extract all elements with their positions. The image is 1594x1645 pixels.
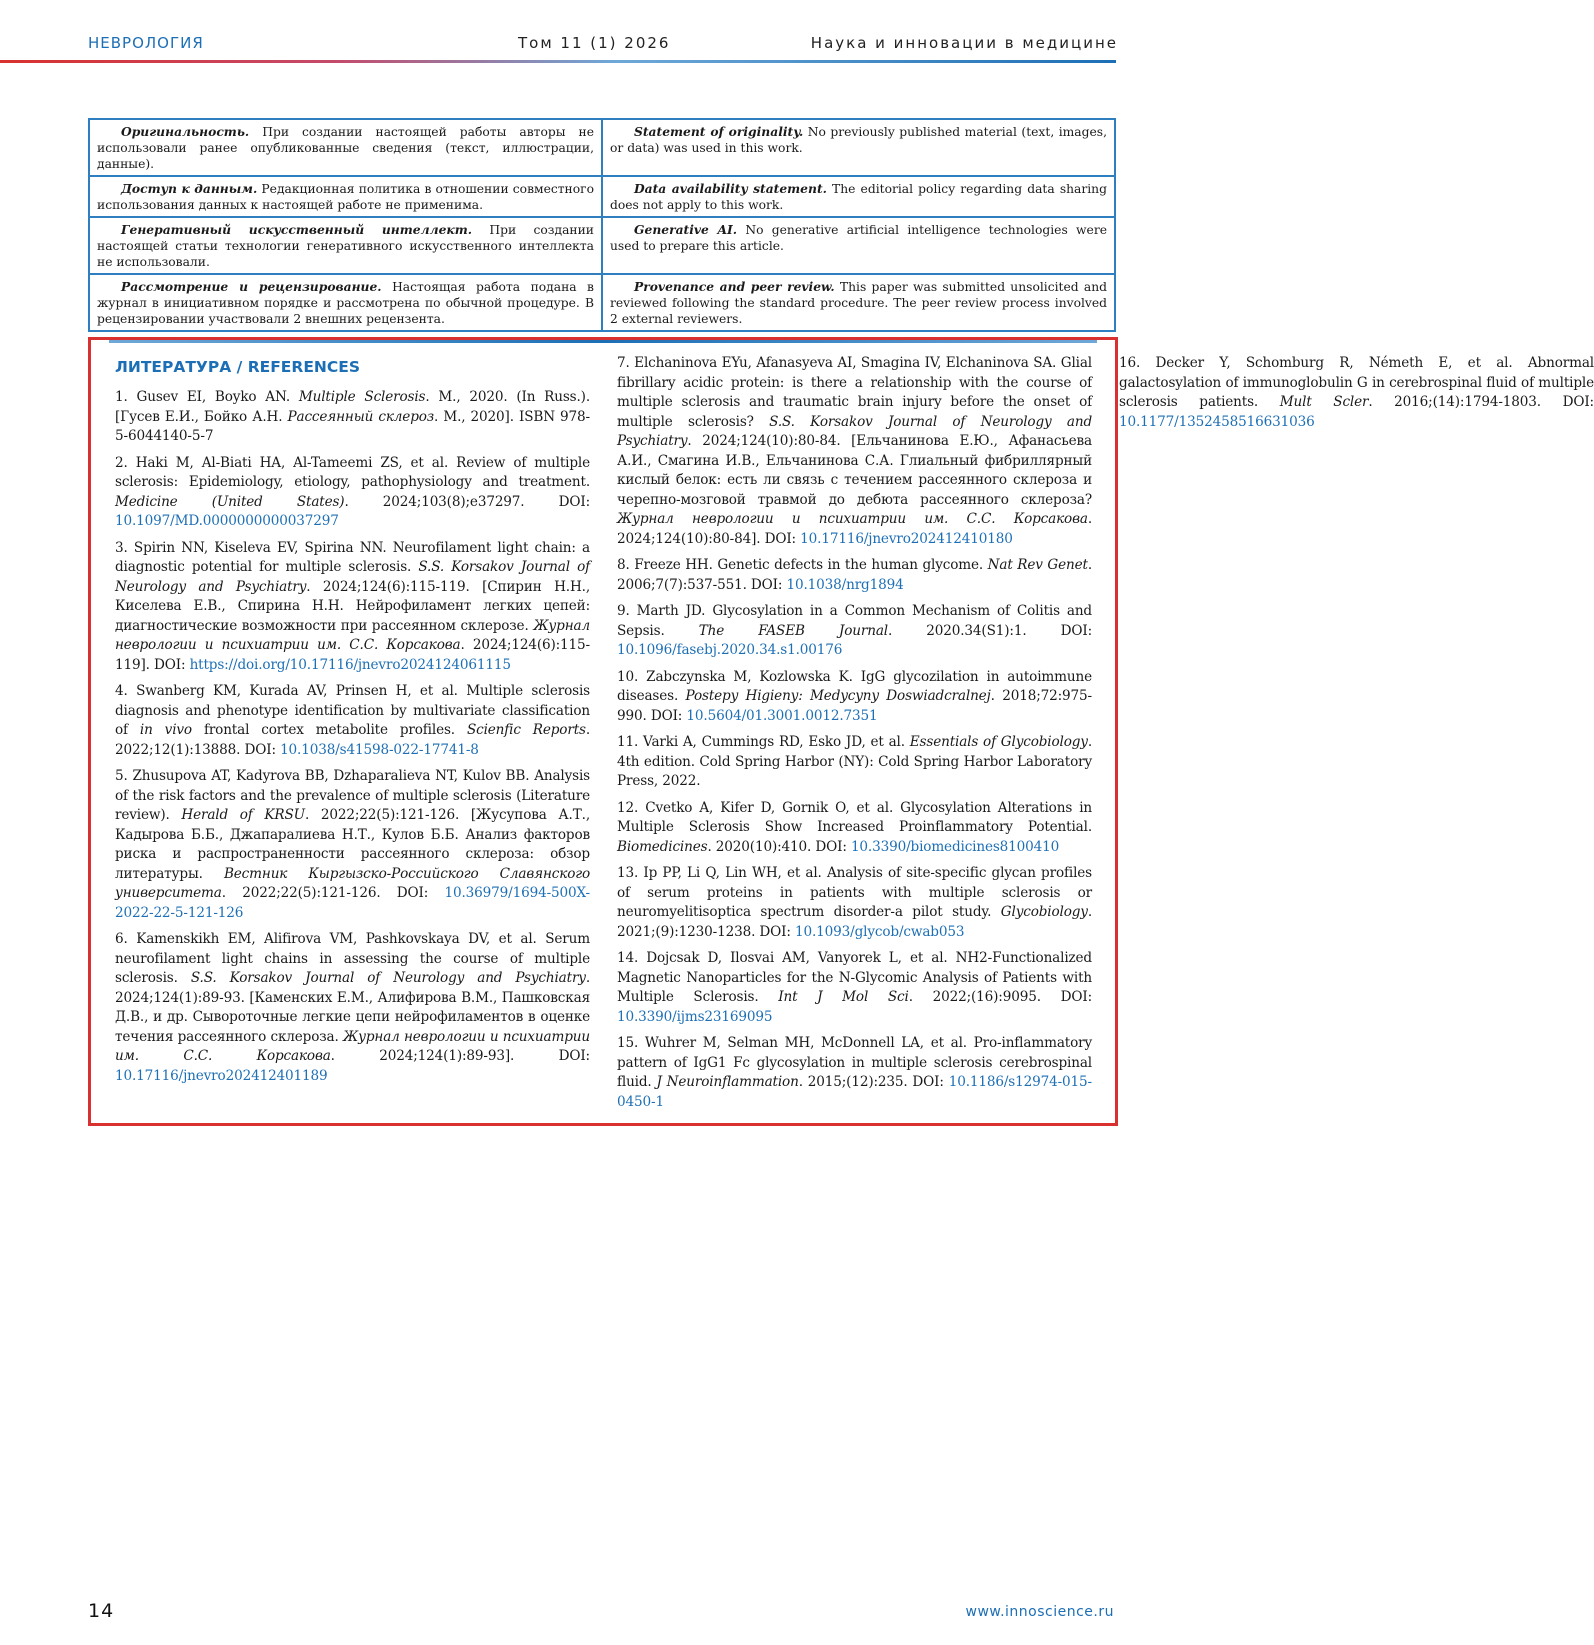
section-title: НЕВРОЛОГИЯ (88, 34, 204, 52)
running-header (88, 34, 1118, 56)
header-rule (0, 60, 1116, 63)
statement-ru: Оригинальность. При создании настоящей работы авторы не использовали ранее опубликованные сведения (текст, иллюстрации, данные). (89, 119, 602, 176)
reference-item: 13. Ip PP, Li Q, Lin WH, et al. Analysis of site-specific glycan profiles of serum proteins in patients with multiple sclerosis or neuromyelitisoptica spectrum disorder-a pilot study. Glycobiology. 2021;(9):1230-1238. DOI: 10.1093/glycob/cwab053 (617, 865, 1092, 940)
references-box (88, 337, 1594, 1126)
page-number: 14 (88, 1600, 115, 1622)
reference-item: 5. Zhusupova AT, Kadyrova BB, Dzhaparalieva NT, Kulov BB. Analysis of the risk factors and the prevalence of multiple sclerosis (Literature review). Herald of KRSU. 2022;22(5):121-126. [Жусупова А.Т., Кадырова Б.Б., Джапаралиева Н.Т., Кулов Б.Б. Анализ факторов риска и распространенности рассеянного склероза: обзор литературы. Вестник Кыргызско-Российского Славянского университета. 2022;22(5):121-126. DOI: 10.36979/1694-500X-2022-22-5-121-126 (115, 768, 590, 921)
statement-en: Generative AI. No generative artificial intelligence technologies were used to prepare this article. (602, 217, 1115, 274)
statement-en: Data availability statement. The editorial policy regarding data sharing does not apply to this work. (602, 176, 1115, 217)
reference-item: 14. Dojcsak D, Ilosvai AM, Vanyorek L, et al. NH2-Functionalized Magnetic Nanoparticles for the N-Glycomic Analysis of Patients with Multiple Sclerosis. Int J Mol Sci. 2022;(16):9095. DOI: 10.3390/ijms23169095 (617, 950, 1092, 1025)
references-rule (109, 340, 1097, 343)
doi-link[interactable]: https://doi.org/10.17116/jnevro2024124061115 (189, 656, 511, 673)
doi-link[interactable]: 10.1093/glycob/cwab053 (795, 923, 965, 940)
doi-link[interactable]: 10.3390/ijms23169095 (617, 1008, 773, 1025)
doi-link[interactable]: 10.1096/fasebj.2020.34.s1.00176 (617, 642, 843, 658)
references-heading: ЛИТЕРАТУРА / REFERENCES (115, 358, 361, 376)
doi-link[interactable]: 10.17116/jnevro202412410180 (800, 530, 1013, 547)
doi-link[interactable]: 10.1038/nrg1894 (786, 576, 904, 593)
doi-link[interactable]: 10.5604/01.3001.0012.7351 (686, 707, 878, 724)
statement-row (89, 176, 1115, 217)
journal-name: Наука и инновации в медицине (810, 34, 1118, 52)
references-columns (115, 354, 1594, 1120)
reference-item: 15. Wuhrer M, Selman MH, McDonnell LA, et al. Pro-inflammatory pattern of IgG1 Fc glycosylation in multiple sclerosis cerebrospinal fluid. J Neuroinflammation. 2015;(12):235. DOI: 10.1186/s12974-015-0450-1 (617, 1035, 1092, 1110)
reference-item: 11. Varki A, Cummings RD, Esko JD, et al. Essentials of Glycobiology. 4th edition. Cold Spring Harbor (NY): Cold Spring Harbor Laboratory Press, 2022. (617, 734, 1093, 789)
volume-issue: Том 11 (1) 2026 (518, 34, 671, 52)
reference-item: 10. Zabczynska M, Kozlowska K. IgG glycozilation in autoimmune diseases. Postepy Higieny: Medycyny Doswiadcralnej. 2018;72:975-990. DOI: 10.5604/01.3001.0012.7351 (617, 668, 1092, 724)
site-url[interactable]: www.innoscience.ru (965, 1604, 1114, 1620)
doi-link[interactable]: 10.1097/MD.0000000000037297 (115, 513, 339, 529)
reference-item: 1. Gusev EI, Boyko AN. Multiple Sclerosis. M., 2020. (In Russ.). [Гусев Е.И., Бойко А.Н. Рассеянный склероз. М., 2020]. ISBN 978-5-6044140-5-7 (115, 389, 590, 444)
statement-row (89, 217, 1115, 274)
reference-item: 16. Decker Y, Schomburg R, Németh E, et al. Abnormal galactosylation of immunoglobulin G in cerebrospinal fluid of multiple sclerosis patients. Mult Scler. 2016;(14):1794-1803. DOI: 10.1177/1352458516631036 (1119, 355, 1594, 430)
statements-table (88, 118, 1116, 332)
reference-item: 12. Cvetko A, Kifer D, Gornik O, et al. Glycosylation Alterations in Multiple Sclerosis Show Increased Proinflammatory Potential. Biomedicines. 2020(10):410. DOI: 10.3390/biomedicines8100410 (617, 799, 1092, 855)
reference-item: 7. Elchaninova EYu, Afanasyeva AI, Smagina IV, Elchaninova SA. Glial fibrillary acidic protein: is there a relationship with the course of multiple sclerosis and traumatic brain injury before the onset of multiple sclerosis? S.S. Korsakov Journal of Neurology and Psychiatry. 2024;124(10):80-84. [Ельчанинова Е.Ю., Афанасьева А.И., Смагина И.В., Ельчанинова С.А. Глиальный фибриллярный кислый белок: есть ли связь с течением рассеянного склероза и черепно-мозговой травмой до дебюта рассеянного склероза? Журнал неврологии и психиатрии им. С.С. Корсакова. 2024;124(10):80-84]. DOI: 10.17116/jnevro202412410180 (617, 355, 1092, 547)
statement-row (89, 119, 1115, 176)
doi-link[interactable]: 10.1186/s12974-015-0450-1 (617, 1074, 1092, 1110)
reference-item: 4. Swanberg KM, Kurada AV, Prinsen H, et al. Multiple sclerosis diagnosis and phenotype identification by multivariate classification of in vivo frontal cortex metabolite profiles. Scienfic Reports. 2022;12(1):13888. DOI: 10.1038/s41598-022-17741-8 (115, 683, 591, 758)
reference-item: 6. Kamenskikh EM, Alifirova VM, Pashkovskaya DV, et al. Serum neurofilament light chains in assessing the course of multiple sclerosis. S.S. Korsakov Journal of Neurology and Psychiatry. 2024;124(1):89-93. [Каменских Е.М., Алифирова В.М., Пашковская Д.В., и др. Сывороточные легкие цепи нейрофиламентов в оценке течения рассеянного склероза. Журнал неврологии и психиатрии им. С.С. Корсакова. 2024;124(1):89-93]. DOI: 10.17116/jnevro202412401189 (115, 931, 590, 1084)
statement-ru: Рассмотрение и рецензирование. Настоящая работа подана в журнал в инициативном порядке и рассмотрена по обычной процедуре. В рецензировании участвовали 2 внешних рецензента. (89, 274, 602, 331)
reference-item: 9. Marth JD. Glycosylation in a Common Mechanism of Colitis and Sepsis. The FASEB Journal. 2020.34(S1):1. DOI: 10.1096/fasebj.2020.34.s1.00176 (617, 603, 1092, 658)
statement-ru: Доступ к данным. Редакционная политика в отношении совместного использования данных к настоящей работе не применима. (89, 176, 602, 217)
statement-ru: Генеративный искусственный интеллект. При создании настоящей статьи технологии генеративного искусственного интеллекта не использовали. (89, 217, 602, 274)
doi-link[interactable]: 10.36979/1694-500X-2022-22-5-121-126 (115, 885, 590, 921)
doi-link[interactable]: 10.1177/1352458516631036 (1119, 413, 1315, 430)
statement-en: Statement of originality. No previously published material (text, images, or data) was used in this work. (602, 119, 1115, 176)
reference-item: 8. Freeze HH. Genetic defects in the human glycome. Nat Rev Genet. 2006;7(7):537-551. DOI: 10.1038/nrg1894 (617, 557, 1092, 593)
reference-item: 3. Spirin NN, Kiseleva EV, Spirina NN. Neurofilament light chain: a diagnostic potential for multiple sclerosis. S.S. Korsakov Journal of Neurology and Psychiatry. 2024;124(6):115-119. [Спирин Н.Н., Киселева Е.В., Спирина Н.Н. Нейрофиламент легких цепей: диагностические возможности при рассеянном склерозе. Журнал неврологии и психиатрии им. С.С. Корсакова. 2024;124(6):115-119]. DOI: https://doi.org/10.17116/jnevro2024124061115 (115, 539, 591, 673)
doi-link[interactable]: 10.3390/biomedicines8100410 (850, 838, 1060, 855)
doi-link[interactable]: 10.17116/jnevro202412401189 (115, 1067, 328, 1084)
doi-link[interactable]: 10.1038/s41598-022-17741-8 (280, 741, 479, 758)
reference-item: 2. Haki M, Al-Biati HA, Al-Tameemi ZS, et al. Review of multiple sclerosis: Epidemiology, etiology, pathophysiology and treatment. Medicine (United States). 2024;103(8);e37297. DOI: 10.1097/MD.0000000000037297 (115, 454, 590, 529)
statement-row (89, 274, 1115, 331)
statement-en: Provenance and peer review. This paper was submitted unsolicited and reviewed following the standard procedure. The peer review process involved 2 external reviewers. (602, 274, 1115, 331)
